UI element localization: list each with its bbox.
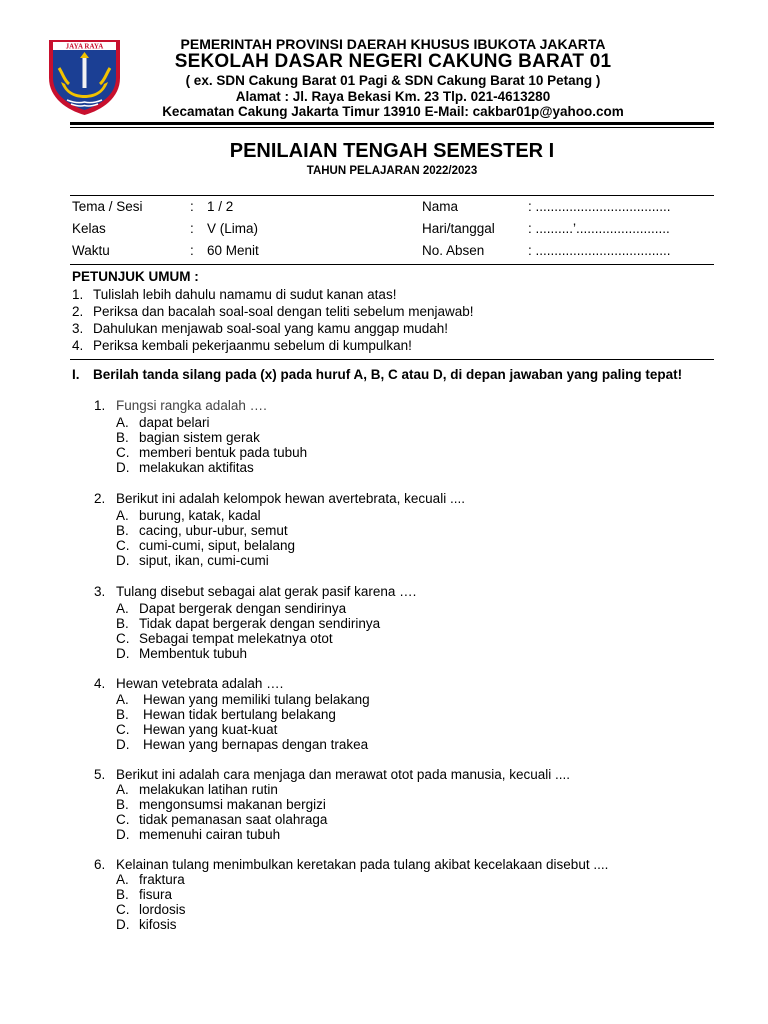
option-letter: D. <box>116 460 130 475</box>
question-3 <box>94 584 416 599</box>
option-letter: A. <box>116 782 129 797</box>
instruction-item <box>72 287 396 302</box>
option-text: memenuhi cairan tubuh <box>139 827 281 842</box>
answer-option[interactable] <box>116 508 261 523</box>
option-text: bagian sistem gerak <box>139 430 260 445</box>
answer-option[interactable] <box>116 430 260 445</box>
option-letter: B. <box>116 523 129 538</box>
option-text: Tidak dapat bergerak dengan sendirinya <box>139 616 381 631</box>
option-text: melakukan aktifitas <box>139 460 254 475</box>
info-label-kelas: Kelas <box>72 221 106 236</box>
question-text: Hewan vetebrata adalah …. <box>116 676 284 691</box>
answer-option[interactable] <box>116 538 295 553</box>
info-label-waktu: Waktu <box>72 243 110 258</box>
option-text: dapat belari <box>139 415 210 430</box>
school-former-name: ( ex. SDN Cakung Barat 01 Pagi & SDN Cakung Barat 10 Petang ) <box>185 73 601 88</box>
instruction-number: 3. <box>72 321 84 336</box>
school-district-email: Kecamatan Cakung Jakarta Timur 13910 E-Mail: cakbar01p@yahoo.com <box>162 104 624 119</box>
option-text: Membentuk tubuh <box>139 646 248 661</box>
absence-number-field[interactable]: : .................................... <box>528 243 671 258</box>
answer-option[interactable] <box>116 887 172 902</box>
option-text: fisura <box>139 887 173 902</box>
answer-option[interactable] <box>116 707 336 722</box>
option-letter: C. <box>116 812 130 827</box>
option-text: lordosis <box>139 902 186 917</box>
option-text: Hewan tidak bertulang belakang <box>143 707 336 722</box>
info-label-nama: Nama <box>422 199 459 214</box>
option-text: Dapat bergerak dengan sendirinya <box>139 601 347 616</box>
info-colon: : <box>190 221 194 236</box>
header-divider-thin <box>70 127 714 128</box>
option-letter: A. <box>116 415 129 430</box>
answer-option[interactable] <box>116 797 326 812</box>
answer-option[interactable] <box>116 631 333 646</box>
header-divider-thick <box>70 122 714 125</box>
answer-option[interactable] <box>116 722 277 737</box>
answer-option[interactable] <box>116 523 288 538</box>
answer-option[interactable] <box>116 601 346 616</box>
answer-option[interactable] <box>116 737 368 752</box>
jakarta-coat-of-arms-logo <box>47 38 122 116</box>
option-letter: D. <box>116 553 130 568</box>
option-letter: B. <box>116 707 129 722</box>
option-text: Hewan yang kuat-kuat <box>143 722 278 737</box>
info-top-divider <box>70 195 714 196</box>
option-letter: B. <box>116 797 129 812</box>
option-letter: C. <box>116 445 130 460</box>
exam-title: PENILAIAN TENGAH SEMESTER I <box>229 140 555 162</box>
option-text: burung, katak, kadal <box>139 508 261 523</box>
answer-option[interactable] <box>116 812 327 827</box>
question-number: 2. <box>94 491 106 506</box>
option-letter: D. <box>116 646 130 661</box>
option-letter: B. <box>116 430 129 445</box>
question-4 <box>94 676 283 691</box>
question-text: Tulang disebut sebagai alat gerak pasif karena …. <box>116 584 417 599</box>
info-bottom-divider <box>70 264 714 265</box>
question-text: Berikut ini adalah kelompok hewan avertebrata, kecuali .... <box>116 491 465 506</box>
instruction-text: Periksa kembali pekerjaanmu sebelum di kumpulkan! <box>93 338 412 353</box>
option-text: Hewan yang memiliki tulang belakang <box>143 692 370 707</box>
logo-motto: JAYA RAYA <box>65 42 104 51</box>
answer-option[interactable] <box>116 616 380 631</box>
instruction-number: 2. <box>72 304 84 319</box>
answer-option[interactable] <box>116 415 210 430</box>
school-address: Alamat : Jl. Raya Bekasi Km. 23 Tlp. 021-4613280 <box>235 89 551 104</box>
instruction-text: Dahulukan menjawab soal-soal yang kamu anggap mudah! <box>93 321 448 336</box>
question-text: Fungsi rangka adalah …. <box>116 398 267 413</box>
option-letter: B. <box>116 887 129 902</box>
name-field[interactable]: : .................................... <box>528 199 671 214</box>
answer-option[interactable] <box>116 917 177 932</box>
option-text: Sebagai tempat melekatnya otot <box>139 631 333 646</box>
question-number: 1. <box>94 398 106 413</box>
question-number: 5. <box>94 767 106 782</box>
question-5 <box>94 767 570 782</box>
option-letter: C. <box>116 722 130 737</box>
option-letter: C. <box>116 902 130 917</box>
academic-year: TAHUN PELAJARAN 2022/2023 <box>306 165 478 177</box>
answer-option[interactable] <box>116 692 370 707</box>
section-instruction: Berilah tanda silang pada (x) pada huruf A, B, C atau D, di depan jawaban yang paling tepat! <box>93 367 683 382</box>
instruction-item <box>72 304 473 319</box>
instruction-number: 1. <box>72 287 84 302</box>
question-1 <box>94 398 267 413</box>
option-letter: D. <box>116 737 130 752</box>
option-letter: A. <box>116 601 129 616</box>
option-text: siput, ikan, cumi-cumi <box>139 553 269 568</box>
option-text: cacing, ubur-ubur, semut <box>139 523 288 538</box>
question-2 <box>94 491 465 506</box>
option-letter: B. <box>116 616 129 631</box>
option-letter: C. <box>116 631 130 646</box>
instructions-title: PETUNJUK UMUM : <box>72 269 199 284</box>
question-number: 3. <box>94 584 106 599</box>
answer-option[interactable] <box>116 827 280 842</box>
option-text: melakukan latihan rutin <box>139 782 278 797</box>
info-value-waktu: 60 Menit <box>207 243 259 258</box>
government-line: PEMERINTAH PROVINSI DAERAH KHUSUS IBUKOTA JAKARTA <box>180 36 606 52</box>
option-text: mengonsumsi makanan bergizi <box>139 797 326 812</box>
answer-option[interactable] <box>116 902 186 917</box>
instructions-divider <box>70 359 714 360</box>
option-letter: A. <box>116 692 129 707</box>
section-number: I. <box>72 367 80 382</box>
question-text: Berikut ini adalah cara menjaga dan merawat otot pada manusia, kecuali .... <box>116 767 571 782</box>
answer-option[interactable] <box>116 553 269 568</box>
answer-option[interactable] <box>116 782 278 797</box>
answer-option[interactable] <box>116 460 254 475</box>
option-letter: D. <box>116 917 130 932</box>
info-value-tema: 1 / 2 <box>207 199 234 214</box>
option-text: cumi-cumi, siput, belalang <box>139 538 296 553</box>
option-letter: C. <box>116 538 130 553</box>
answer-option[interactable] <box>116 872 185 887</box>
instruction-item <box>72 321 448 336</box>
info-label-no-absen: No. Absen <box>422 243 485 258</box>
instruction-text: Tulislah lebih dahulu namamu di sudut kanan atas! <box>93 287 397 302</box>
question-6 <box>94 857 608 872</box>
answer-option[interactable] <box>116 646 247 661</box>
option-text: Hewan yang bernapas dengan trakea <box>143 737 369 752</box>
question-number: 6. <box>94 857 106 872</box>
date-field[interactable]: : ..........’......................... <box>528 221 670 236</box>
question-number: 4. <box>94 676 106 691</box>
instruction-text: Periksa dan bacalah soal-soal dengan teliti sebelum menjawab! <box>93 304 474 319</box>
answer-option[interactable] <box>116 445 307 460</box>
instruction-item <box>72 338 412 353</box>
option-letter: A. <box>116 872 129 887</box>
option-text: kifosis <box>139 917 177 932</box>
info-label-hari-tanggal: Hari/tanggal <box>422 221 495 236</box>
option-text: fraktura <box>139 872 185 887</box>
school-name: SEKOLAH DASAR NEGERI CAKUNG BARAT 01 <box>174 51 612 72</box>
option-text: tidak pemanasan saat olahraga <box>139 812 328 827</box>
instruction-number: 4. <box>72 338 84 353</box>
option-letter: D. <box>116 827 130 842</box>
option-letter: A. <box>116 508 129 523</box>
question-text: Kelainan tulang menimbulkan keretakan pada tulang akibat kecelakaan disebut .... <box>116 857 609 872</box>
info-colon: : <box>190 243 194 258</box>
info-value-kelas: V (Lima) <box>207 221 259 236</box>
option-text: memberi bentuk pada tubuh <box>139 445 308 460</box>
info-colon: : <box>190 199 194 214</box>
info-label-tema: Tema / Sesi <box>72 199 143 214</box>
